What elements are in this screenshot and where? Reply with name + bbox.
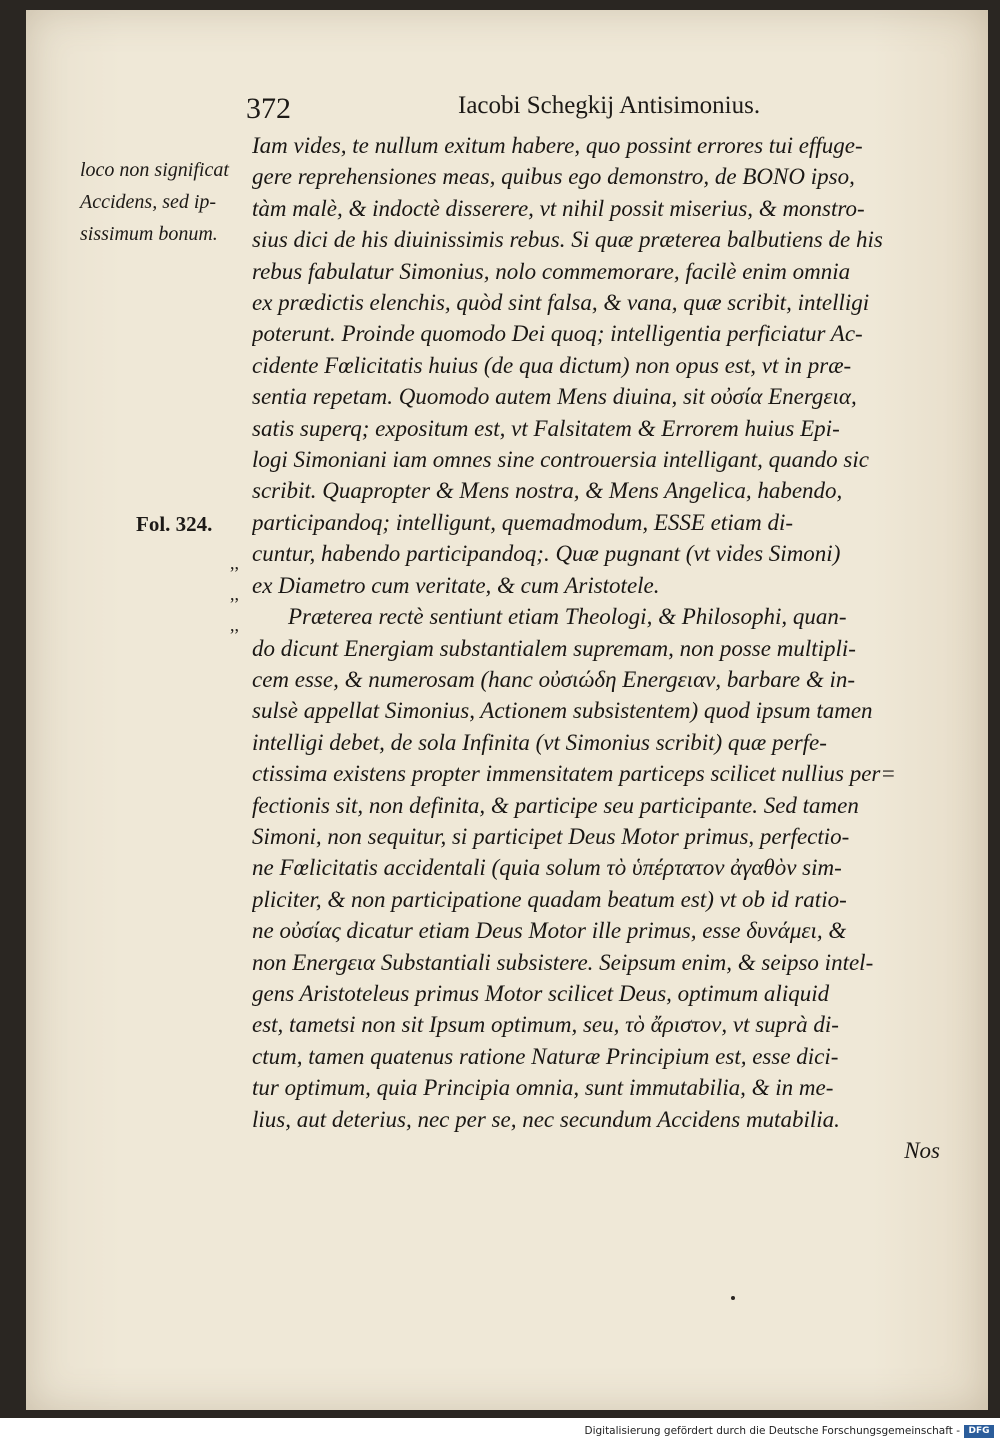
text-line: cidente Fœlicitatis huius (de qua dictum) non opus est, vt in præ- <box>252 352 852 378</box>
text-line: est, tametsi non sit Ipsum optimum, seu, τὸ ἄριστον, vt suprà di- <box>252 1012 839 1038</box>
text-line: logi Simoniani iam omnes sine controuersia intelligant, quando sic <box>252 447 869 473</box>
text-line: ex Diametro cum veritate, & cum Aristotele. <box>252 572 660 598</box>
quote-mark: ,, <box>230 553 239 573</box>
text-line: cuntur, habendo participandoq;. Quæ pugnant (vt vides Simoni) <box>252 541 841 567</box>
footer-bar <box>0 1418 1000 1445</box>
page-number: 372 <box>246 92 291 125</box>
quote-mark: ,, <box>230 615 239 635</box>
text-line: sulsè appellat Simonius, Actionem subsistentem) quod ipsum tamen <box>252 698 873 724</box>
ink-dot <box>731 1296 735 1300</box>
text-line: rebus fabulatur Simonius, nolo commemorare, facilè enim omnia <box>252 258 851 284</box>
text-line: pliciter, & non participatione quadam beatum est) vt ob id ratio- <box>252 886 847 912</box>
text-line: ctissima existens propter immensitatem particeps scilicet nullius per= <box>252 761 896 787</box>
text-line: participandoq; intelligunt, quemadmodum, ESSE etiam di- <box>252 509 794 535</box>
text-line: poterunt. Proinde quomodo Dei quoq; intelligentia perficiatur Ac- <box>252 321 863 347</box>
text-line: intelligi debet, de sola Infinita (vt Simonius scribit) quæ perfe- <box>252 729 827 755</box>
catchword: Nos <box>904 1138 940 1163</box>
margin-note-line: loco non significat <box>80 159 229 181</box>
text-line: ex prædictis elenchis, quòd sint falsa, & vana, quæ scribit, intelligi <box>252 290 870 316</box>
text-line: lius, aut deterius, nec per se, nec secundum Accidens mutabilia. <box>252 1106 840 1132</box>
text-line: ne Fœlicitatis accidentali (quia solum τὸ ὑπέρτατον ἀγαθὸν sim- <box>252 855 842 881</box>
text-line: tàm malè, & indoctè disserere, vt nihil possit miserius, & monstro- <box>252 195 865 221</box>
text-line: Simoni, non sequitur, si participet Deus Motor primus, perfectio- <box>252 823 850 849</box>
text-line: do dicunt Energiam substantialem supremam, non posse multipli- <box>252 635 856 661</box>
text-line: tur optimum, quia Principia omnia, sunt immutabilia, & in me- <box>252 1075 834 1101</box>
text-line-paragraph-start: Præterea rectè sentiunt etiam Theologi, & Philosophi, quan- <box>288 604 847 630</box>
text-line: gere reprehensiones meas, quibus ego demonstro, de BONO ipso, <box>252 164 855 190</box>
text-line: sentia repetam. Quomodo autem Mens diuina, sit οὐσία Energεια, <box>252 384 857 410</box>
margin-note-folio-reference: Fol. 324. <box>136 512 213 536</box>
page-header <box>246 92 786 128</box>
text-line: fectionis sit, non definita, & participe seu participante. Sed tamen <box>252 792 859 818</box>
margin-note-line: Accidens, sed ip- <box>80 191 217 213</box>
text-line: ctum, tamen quatenus ratione Naturæ Principium est, esse dici- <box>252 1043 839 1069</box>
text-line: satis superq; expositum est, vt Falsitatem & Errorem huius Epi- <box>252 415 840 441</box>
text-line: non Energεια Substantiali subsistere. Seipsum enim, & seipso intel- <box>252 949 874 975</box>
quote-mark: ,, <box>230 584 239 604</box>
margin-note-1 <box>80 154 250 250</box>
body-text <box>252 130 952 1166</box>
text-line: sius dici de his diuinissimis rebus. Si quæ præterea balbutiens de his <box>252 227 883 253</box>
running-head: Iacobi Schegkij Antisimonius. <box>458 92 761 119</box>
text-line: Iam vides, te nullum exitum habere, quo possint errores tui effuge- <box>252 133 863 158</box>
text-line: gens Aristoteleus primus Motor scilicet Deus, optimum aliquid <box>252 980 830 1006</box>
text-line: ne οὐσίας dicatur etiam Deus Motor ille primus, esse δυνάμει, & <box>252 918 847 944</box>
margin-note-line: sissimum bonum. <box>80 223 218 245</box>
quotation-marks <box>230 548 252 641</box>
text-line: scribit. Quapropter & Mens nostra, & Mens Angelica, habendo, <box>252 478 843 504</box>
funding-notice: Digitalisierung gefördert durch die Deutsche Forschungsgemeinschaft - <box>584 1425 960 1437</box>
dfg-logo-icon: DFG <box>964 1425 994 1438</box>
text-line: cem esse, & numerosam (hanc οὐσιώδη Energειαν, barbare & in- <box>252 666 856 692</box>
